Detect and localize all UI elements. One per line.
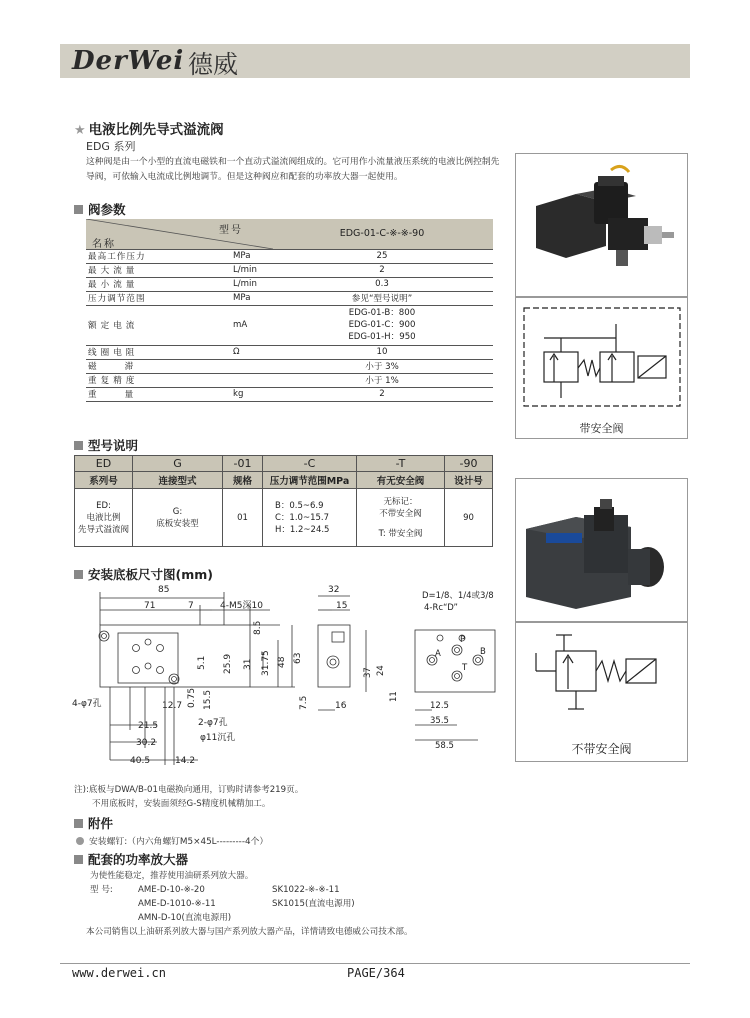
model-c1: ED: 电液比例 先导式溢流阀 (75, 489, 133, 547)
param-row (86, 277, 493, 291)
header-model-label: 型号 (219, 225, 243, 236)
params-table (86, 219, 493, 402)
dim-37: 37 (363, 667, 373, 678)
model-value-row (75, 489, 493, 547)
amp-model: SK1022-※-※-11 (272, 885, 340, 895)
code-cell: -T (357, 456, 445, 472)
amp-model: AME-D-1010-※-11 (138, 899, 216, 909)
valve-photo-1-art (516, 154, 687, 296)
intro-text: 这种阀是由一个小型的直流电磁铁和一个直动式溢流阀组成的。它可用作小流量液压系统的电液比例控制先导阀，可依输入电流成比例地调节。但是这种阀应和配套的功率放大器一起使用。 (86, 157, 500, 182)
param-unit (231, 359, 271, 373)
param-value: 小于 1% (271, 373, 493, 387)
model-header-cell: 有无安全阀 (357, 472, 445, 489)
code-cell: -C (263, 456, 357, 472)
caption-without-relief: 不带安全阀 (571, 742, 632, 756)
param-unit: L/min (231, 277, 271, 291)
param-value: 10 (271, 345, 493, 359)
param-unit: mA (231, 305, 271, 345)
param-row (86, 359, 493, 373)
valve-photo-2 (515, 478, 688, 622)
brand-logo-cn: 德威 (188, 50, 239, 79)
param-value: 2 (271, 387, 493, 401)
port-b: B (480, 647, 486, 657)
dim-12-5: 12.5 (430, 701, 449, 711)
model-header-cell: 系列号 (75, 472, 133, 489)
dim-31-75: 31.75 (261, 650, 271, 676)
param-value: 参见“型号说明” (271, 291, 493, 305)
model-c3: 01 (223, 489, 263, 547)
code-cell: ED (75, 456, 133, 472)
amp-model: AMN-D-10(直流电源用) (138, 913, 232, 923)
model-code-row (75, 456, 493, 472)
dim-7-5: 7.5 (299, 695, 309, 710)
valve-photo-1 (515, 153, 688, 297)
param-name: 重量 (86, 387, 231, 401)
param-unit: Ω (231, 345, 271, 359)
notes (74, 783, 303, 811)
footer-divider (60, 963, 690, 964)
dim-4-phi7: 4-φ7孔 (72, 699, 102, 709)
model-header-row (75, 472, 493, 489)
model-table (74, 455, 493, 547)
model-c5: 无标记： 不带安全阀 T: 带安全阀 (357, 489, 445, 547)
param-unit: MPa (231, 249, 271, 263)
port-face-labels (363, 590, 494, 751)
param-unit (231, 373, 271, 387)
plate-side-view (318, 596, 350, 710)
dim-58-5: 58.5 (435, 741, 454, 751)
dim-2-phi7: 2-φ7孔 (198, 718, 228, 728)
accessory-item: 安装螺钉:（内六角螺钉M5×45L---------4个） (76, 834, 268, 847)
model-header-cell: 压力调节范围MPa (263, 472, 357, 489)
amp-model: SK1015(直流电源用) (272, 899, 355, 909)
dim-35-5: 35.5 (430, 716, 449, 726)
dim-phi11: φ11沉孔 (200, 733, 236, 743)
square-bullet-icon (74, 205, 83, 214)
params-header-row (86, 219, 493, 249)
code-cell: G (133, 456, 223, 472)
mounting-plate-drawing (70, 580, 510, 775)
port-a: A (435, 649, 441, 659)
dim-16: 16 (335, 701, 347, 711)
caption-with-relief: 带安全阀 (579, 422, 624, 435)
valve-photo-2-art (516, 479, 687, 621)
model-header-cell: 规格 (223, 472, 263, 489)
note-line: 不用底板时，安装面须经G-S精度机械精加工。 (92, 799, 271, 809)
param-unit: L/min (231, 263, 271, 277)
series-label: EDG 系列 (86, 140, 136, 153)
square-bullet-icon (74, 819, 83, 828)
amp-model: AME-D-10-※-20 (138, 885, 205, 895)
dim-71: 71 (144, 601, 156, 611)
param-row (86, 387, 493, 401)
code-cell: -01 (223, 456, 263, 472)
model-c6: 90 (445, 489, 493, 547)
plate-boss (118, 633, 178, 683)
dim-24: 24 (376, 665, 386, 676)
hydraulic-symbol-with-relief (516, 298, 687, 416)
param-name: 最小流量 (86, 277, 231, 291)
param-row (86, 249, 493, 263)
param-value: 小于 3% (271, 359, 493, 373)
dim-8-5: 8.5 (253, 620, 263, 635)
param-name: 磁滞 (86, 359, 231, 373)
dim-21-5: 21.5 (138, 721, 159, 731)
hydraulic-symbol-without-relief (516, 623, 687, 728)
param-row (86, 291, 493, 305)
model-header-cell: 设计号 (445, 472, 493, 489)
dim-rc: 4-Rc“D” (424, 603, 458, 613)
dim-15-5: 15.5 (203, 689, 213, 710)
param-name: 额定电流 (86, 305, 231, 345)
dim-0-75: 0.75 (187, 687, 197, 708)
amplifier-text (86, 869, 413, 939)
amp-models (90, 883, 413, 925)
param-value-line: EDG-01-B：800 (348, 308, 416, 318)
square-bullet-icon (74, 855, 83, 864)
dim-32: 32 (328, 585, 340, 595)
accessory-heading: 附件 (74, 814, 113, 832)
param-name: 压力调节范围 (86, 291, 231, 305)
amplifier-heading: 配套的功率放大器 (74, 850, 188, 868)
param-name: 最高工作压力 (86, 249, 231, 263)
dim-12-7: 12.7 (162, 701, 183, 711)
model-header-cell: 连接型式 (133, 472, 223, 489)
drawing-heading: 安装底板尺寸图(mm) (74, 565, 213, 583)
dim-5-1: 5.1 (197, 655, 207, 670)
param-row (86, 373, 493, 387)
amp-model-label: 型 号: (90, 885, 113, 895)
param-name: 线圈电阻 (86, 345, 231, 359)
dim-rc-d: D=1/8、1/4或3/8 (422, 591, 494, 601)
symbol-without-relief (515, 622, 688, 762)
param-value-line: EDG-01-C：900 (348, 320, 416, 330)
param-value (271, 305, 493, 345)
dim-48: 48 (277, 656, 287, 668)
param-row (86, 263, 493, 277)
model-c2: G: 底板安装型 (133, 489, 223, 547)
plate-side-labels (328, 585, 347, 711)
dim-31: 31 (243, 658, 253, 670)
bullet-dot-icon (76, 837, 84, 845)
param-name: 重复精度 (86, 373, 231, 387)
amp-line: 为使性能稳定，推荐使用油研系列放大器。 (90, 871, 254, 881)
param-unit: kg (231, 387, 271, 401)
footer-page: PAGE/364 (347, 966, 405, 980)
plate-front-view (99, 592, 295, 765)
page-title: ★ 电液比例先导式溢流阀 (74, 122, 224, 138)
dim-63: 63 (293, 652, 303, 664)
dim-25-9: 25.9 (223, 653, 233, 674)
dim-30-2: 30.2 (136, 738, 157, 748)
footer-url[interactable]: www.derwei.cn (72, 966, 166, 980)
brand-logo: DerWei (72, 46, 185, 76)
dim-7: 7 (188, 601, 194, 611)
dim-15: 15 (336, 601, 348, 611)
star-icon: ★ (74, 123, 86, 138)
dim-85: 85 (158, 585, 170, 595)
params-heading: 阀参数 (74, 200, 126, 218)
dim-40-5: 40.5 (130, 756, 151, 766)
param-name: 最大流量 (86, 263, 231, 277)
dim-m5: 4-M5深10 (220, 601, 263, 611)
params-header-corner (86, 219, 271, 249)
header-model-value: EDG-01-C-※-※-90 (271, 219, 493, 249)
plate-front-labels (72, 585, 309, 766)
param-value: 0.3 (271, 277, 493, 291)
model-heading: 型号说明 (74, 436, 138, 454)
amp-line: 本公司销售以上油研系列放大器与国产系列放大器产品，详情请致电德威公司技术部。 (86, 927, 413, 937)
param-value-line: EDG-01-H：950 (348, 332, 416, 342)
symbol-with-relief (515, 297, 688, 439)
note-line: 注):底板与DWA/B-01电磁换向通用，订购时请参考219页。 (74, 785, 304, 795)
dim-14-2: 14.2 (175, 756, 196, 766)
param-value: 2 (271, 263, 493, 277)
param-row (86, 305, 493, 345)
param-row (86, 345, 493, 359)
param-value: 25 (271, 249, 493, 263)
dim-11: 11 (389, 691, 399, 702)
square-bullet-icon (74, 570, 83, 579)
port-t: T (462, 663, 468, 673)
port-p: P (460, 635, 466, 645)
square-bullet-icon (74, 441, 83, 450)
header-name-label: 名称 (92, 239, 116, 250)
code-cell: -90 (445, 456, 493, 472)
param-unit: MPa (231, 291, 271, 305)
model-c4: B：0.5~6.9 C：1.0~15.7 H：1.2~24.5 (263, 489, 357, 547)
